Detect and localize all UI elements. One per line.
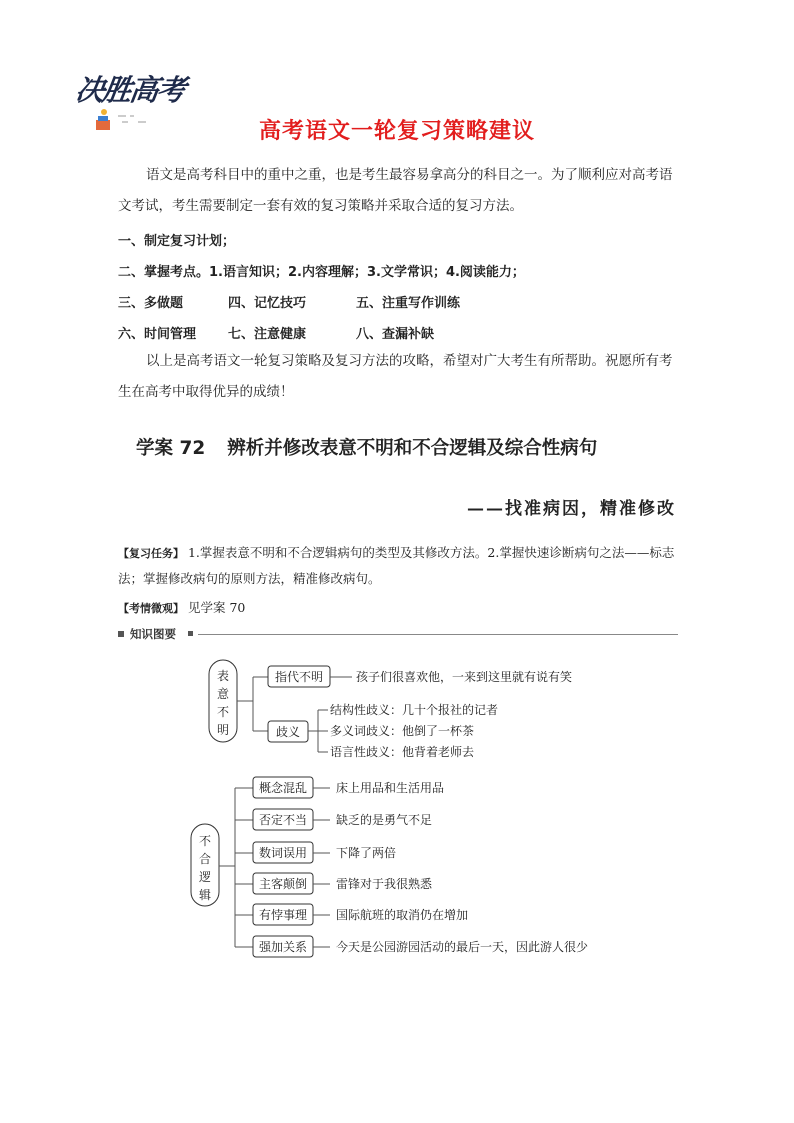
lesson-subtitle: ——找准病因，精准修改	[467, 499, 676, 519]
step-line-1	[118, 230, 235, 249]
step-line-3	[118, 292, 678, 312]
step-line-2	[118, 261, 525, 280]
square-dot-icon	[188, 631, 193, 636]
intro-paragraph: 语文是高考科目中的重中之重，也是考生最容易拿高分的科目之一。为了顺利应对高考语文考试，考生需要制定一套有效的复习策略并采取合适的复习方法。	[118, 167, 673, 214]
group-unclear-char-3: 不	[216, 705, 230, 719]
example-concept-confusion: 床上用品和生活用品	[336, 781, 445, 795]
square-bullet-icon	[118, 631, 124, 637]
group-unclear-bracket	[237, 677, 268, 731]
example-forced-relation: 今天是公园游园活动的最后一天，因此游人很少	[336, 940, 589, 954]
group-illogical-char-3: 逻	[198, 870, 212, 884]
step-5: 五、注重写作训练	[356, 296, 461, 311]
divider-line	[198, 634, 678, 635]
review-task	[118, 540, 678, 591]
example-structural-ambiguity: 结构性歧义：几十个报社的记者	[330, 703, 499, 717]
label-box-numeral-misuse	[253, 842, 313, 863]
step-7: 七、注意健康	[228, 327, 307, 342]
group-illogical-char-1: 不	[198, 834, 212, 848]
group-unclear-char-1: 表	[216, 669, 230, 683]
label-improper-negation: 否定不当	[258, 813, 308, 827]
step-6: 六、时间管理	[118, 327, 197, 342]
label-ambiguous-reference: 指代不明	[274, 670, 324, 684]
example-numeral-misuse: 下降了两倍	[336, 846, 397, 860]
group-unclear-meaning	[209, 660, 572, 759]
review-task-tag: 【复习任务】	[118, 547, 184, 560]
lesson-number: 学案 72	[136, 438, 206, 459]
label-box-ambiguity	[268, 721, 308, 742]
ambiguity-bracket	[308, 710, 328, 752]
exam-situation-text: 见学案 70	[187, 600, 246, 615]
review-task-text: 1.掌握表意不明和不合逻辑病句的类型及其修改方法。2.掌握快速诊断病句之法——标志法；掌握修改病句的原则方法，精准修改病句。	[118, 545, 675, 586]
group-illogical-char-2: 合	[198, 852, 212, 866]
label-box-subject-object-reversal	[253, 873, 313, 894]
step-2: 二、掌握考点。1.语言知识；2.内容理解；3.文学常识；4.阅读能力；	[118, 265, 525, 280]
example-against-reason: 国际航班的取消仍在增加	[336, 908, 469, 922]
step-1: 一、制定复习计划；	[118, 234, 236, 249]
section-divider	[118, 626, 678, 644]
group-illogical-box	[191, 824, 219, 906]
example-improper-negation: 缺乏的是勇气不足	[336, 813, 433, 827]
example-ambiguous-reference: 孩子们很喜欢他，一来到这里就有说有笑	[356, 670, 573, 684]
group-illogical	[191, 777, 588, 957]
example-phonetic-ambiguity: 语言性歧义：他背着老师去	[330, 745, 475, 759]
group-unclear-char-4: 明	[216, 723, 230, 737]
exam-situation-tag: 【考情微观】	[118, 602, 184, 615]
section-label: 知识图要	[130, 627, 176, 641]
example-subject-object-reversal: 雷锋对于我很熟悉	[336, 877, 433, 891]
step-3: 三、多做题	[118, 296, 184, 311]
label-concept-confusion: 概念混乱	[258, 781, 308, 795]
example-polysemy-ambiguity: 多义词歧义：他倒了一杯茶	[330, 724, 475, 738]
step-line-4	[118, 323, 678, 343]
group-illogical-char-4: 辑	[198, 888, 212, 902]
group-illogical-bracket	[219, 788, 253, 947]
step-8: 八、查漏补缺	[356, 327, 435, 342]
label-box-improper-negation	[253, 809, 313, 830]
label-box-forced-relation	[253, 936, 313, 957]
logo-text: 决胜高考	[73, 73, 187, 107]
label-subject-object-reversal: 主客颠倒	[258, 877, 308, 891]
lesson-heading	[136, 434, 597, 460]
exam-situation	[118, 598, 245, 616]
step-4: 四、记忆技巧	[228, 296, 307, 311]
label-box-against-reason	[253, 904, 313, 925]
label-box-ambiguous-reference	[268, 666, 330, 687]
label-numeral-misuse: 数词误用	[258, 846, 308, 860]
label-against-reason: 有悖事理	[258, 908, 308, 922]
label-forced-relation: 强加关系	[258, 940, 308, 954]
group-unclear-box	[209, 660, 237, 742]
conclusion-paragraph: 以上是高考语文一轮复习策略及复习方法的攻略，希望对广大考生有所帮助。祝愿所有考生在高考中取得优异的成绩！	[118, 353, 673, 400]
label-ambiguity: 歧义	[275, 725, 301, 739]
page-title: 高考语文一轮复习策略建议	[258, 119, 535, 144]
label-box-concept-confusion	[253, 777, 313, 798]
group-unclear-char-2: 意	[216, 687, 230, 701]
lesson-title: 辨析并修改表意不明和不合逻辑及综合性病句	[227, 438, 598, 459]
